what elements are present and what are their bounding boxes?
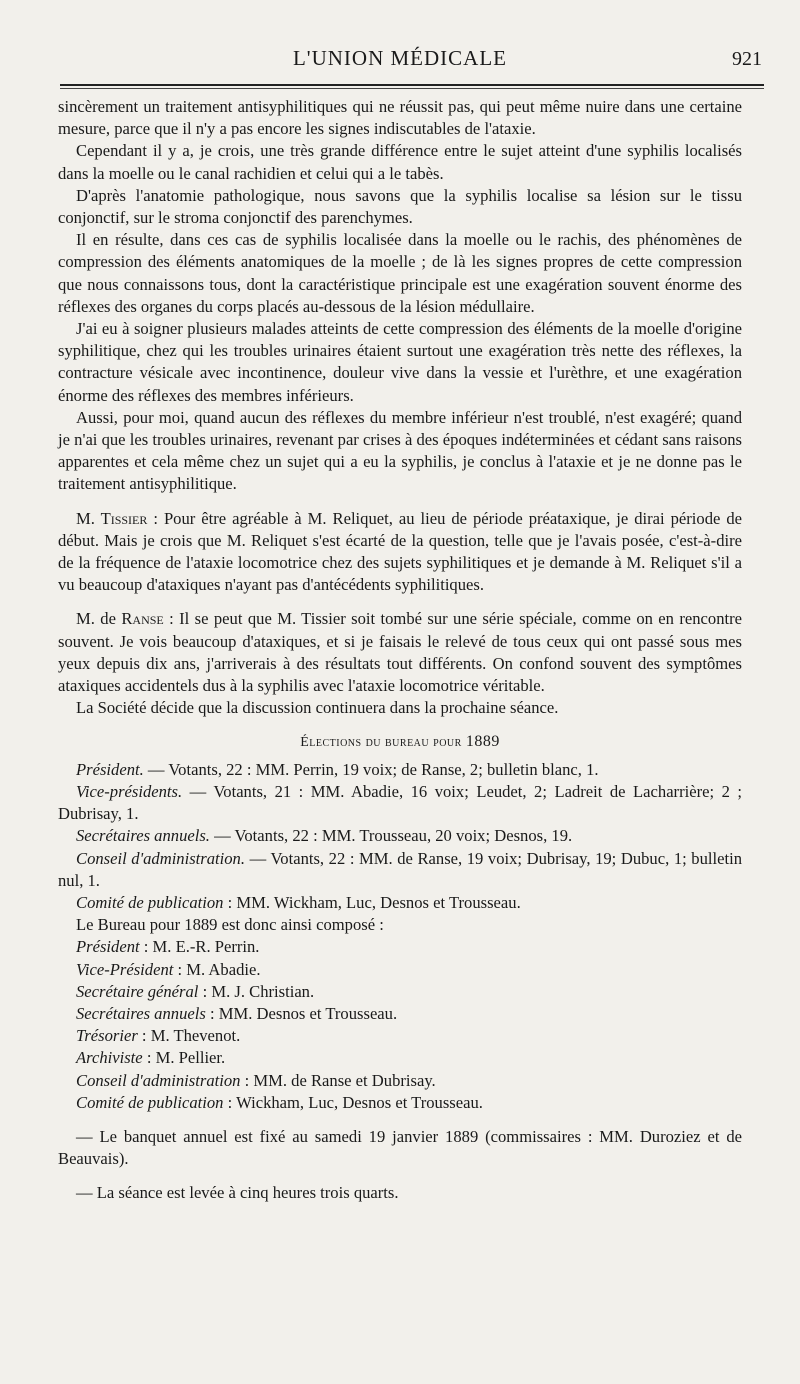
bureau-row xyxy=(58,936,742,958)
paragraph: sincèrement un traitement antisyphilitiques qui ne réussit pas, qui peut même nuire dans une certaine mesure, parce que il n'y a pas encore les signes indiscutables de l'ataxie. xyxy=(58,97,742,139)
bureau-member: : M. Abadie. xyxy=(173,959,261,979)
header-rule xyxy=(60,84,764,86)
header-rule-thin xyxy=(60,88,764,89)
vote-text: — Votants, 22 : MM. Trousseau, 20 voix; Desnos, 19. xyxy=(209,826,573,846)
vote-row xyxy=(58,825,742,847)
bureau-member: : MM. Desnos et Trousseau. xyxy=(205,1003,398,1023)
bureau-row xyxy=(58,981,742,1003)
paragraph: Cependant il y a, je crois, une très grande différence entre le sujet atteint d'une syphilis localisés dans la moelle ou le canal rachidien et celui qui a le tabès. xyxy=(58,141,742,183)
bureau-member: : Wickham, Luc, Desnos et Trousseau. xyxy=(223,1092,483,1112)
bureau-row xyxy=(58,1047,742,1069)
bureau-row xyxy=(58,1025,742,1047)
vote-text: : MM. Wickham, Luc, Desnos et Trousseau. xyxy=(223,892,521,912)
bureau-role: Archiviste xyxy=(76,1048,143,1068)
page-body xyxy=(58,96,742,1205)
paragraph: Aussi, pour moi, quand aucun des réflexes du membre inférieur n'est troublé, n'est exagéré; quand je n'ai que les troubles urinaires, revenant par crises à des époques indéterminées et cédant sans raisons apparentes et cela même chez un sujet qui a eu la syphilis, je conclus à l'ataxie et je ne donne pas le traitement antisyphilitique. xyxy=(58,407,742,494)
vote-role: Vice-présidents. xyxy=(76,781,183,801)
bureau-role: Conseil d'administration xyxy=(76,1070,241,1090)
vote-role: Secrétaires annuels. xyxy=(76,826,210,846)
paragraph: J'ai eu à soigner plusieurs malades atteints de cette compression des éléments de la moelle d'origine syphilitique, chez qui les troubles urinaires étaient surtout une exagération très nette des réflexes, la contracture vésicale avec incontinence, douleur vive dans la vessie et l'urèthre, et une exagération énorme des réflexes des membres inférieurs. xyxy=(58,319,742,405)
decision-paragraph: La Société décide que la discussion continuera dans la prochaine séance. xyxy=(76,698,559,718)
vote-role: Conseil d'administration. xyxy=(76,848,246,868)
remark-text: : Pour être agréable à M. Reliquet, au lieu de période préataxique, je dirai période de début. Mais je crois que M. Reliquet s'est écarté de la question, telle que je l'avais posée, c'est-à-dire de la fréquence de l'ataxie locomotrice chez des sujets syphilitiques et je demande à M. Reliquet s'il a vu beaucoup d'ataxiques n'ayant pas d'antécédents syphilitiques. xyxy=(58,508,742,595)
paragraph: D'après l'anatomie pathologique, nous savons que la syphilis localise sa lésion sur le tissu conjonctif, sur le stroma conjonctif des parenchymes. xyxy=(58,185,742,228)
vote-text: — Votants, 21 : MM. Abadie, 16 voix; Leudet, 2; Ladreit de Lacharrière; 2 ; Dubrisay, 1. xyxy=(58,781,742,824)
page-number: 921 xyxy=(732,48,762,70)
bureau-member: : M. Pellier. xyxy=(142,1048,226,1068)
closing-note: — La séance est levée à cinq heures trois quarts. xyxy=(76,1183,399,1203)
bureau-member: : M. J. Christian. xyxy=(198,981,315,1001)
bureau-member: : MM. de Ranse et Dubrisay. xyxy=(240,1070,436,1090)
bureau-role: Président xyxy=(76,937,140,957)
vote-role: Comité de publication xyxy=(76,892,224,912)
remark-text: : Il se peut que M. Tissier soit tombé sur une série spéciale, comme on en rencontre souvent. Je vois beaucoup d'ataxiques, et si je faisais le relevé de tous ceux qui ont passé sous mes yeux depuis dix ans, j'arriverais à des résultats tout différents. On confond souvent des symptômes ataxiques accidentels dus à la syphilis avec l'ataxie locomotrice véritable. xyxy=(58,609,742,696)
bureau-intro: Le Bureau pour 1889 est donc ainsi composé : xyxy=(76,915,384,935)
bureau-row xyxy=(58,1092,742,1114)
vote-row xyxy=(58,848,742,892)
vote-text: — Votants, 22 : MM. Perrin, 19 voix; de Ranse, 2; bulletin blanc, 1. xyxy=(143,759,599,779)
elections-heading-text: Élections du bureau pour xyxy=(300,735,462,751)
vote-row xyxy=(58,892,742,914)
banquet-note: — Le banquet annuel est fixé au samedi 19 janvier 1889 (commissaires : MM. Duroziez et de Beauvais). xyxy=(58,1126,742,1169)
ranse-remark xyxy=(58,608,742,697)
bureau-row xyxy=(58,1003,742,1025)
speaker-name: M. Tissier xyxy=(76,508,148,528)
bureau-role: Secrétaire général xyxy=(76,981,199,1001)
vote-text: — Votants, 22 : MM. de Ranse, 19 voix; Dubrisay, 19; Dubuc, 1; bulletin nul, 1. xyxy=(58,848,742,890)
bureau-role: Secrétaires annuels xyxy=(76,1003,206,1023)
elections-heading xyxy=(58,731,742,754)
bureau-role: Comité de publication xyxy=(76,1092,224,1112)
bureau-member: : M. Thevenot. xyxy=(137,1026,241,1046)
paragraph: Il en résulte, dans ces cas de syphilis localisée dans la moelle ou le rachis, des phénomènes de compression des éléments anatomiques de la moelle ; de là les signes propres de cette compression que nous connaissons tous, dont la caractéristique principale est une exagération souvent énorme des réflexes des organes du corps placés au-dessous de la lésion médullaire. xyxy=(58,230,742,316)
vote-row xyxy=(58,781,742,825)
speaker-prefix: M. de xyxy=(76,609,116,629)
bureau-member: : M. E.-R. Perrin. xyxy=(139,937,260,957)
bureau-role: Vice-Président xyxy=(76,959,174,979)
bureau-row xyxy=(58,1070,742,1092)
vote-row xyxy=(58,759,742,781)
bureau-role: Trésorier xyxy=(76,1026,138,1046)
vote-role: Président. xyxy=(76,759,144,779)
running-header-title: L'UNION MÉDICALE xyxy=(292,46,507,70)
bureau-row xyxy=(58,959,742,981)
speaker-name: Ranse xyxy=(121,609,164,629)
tissier-remark xyxy=(58,508,742,597)
elections-year: 1889 xyxy=(465,733,500,751)
